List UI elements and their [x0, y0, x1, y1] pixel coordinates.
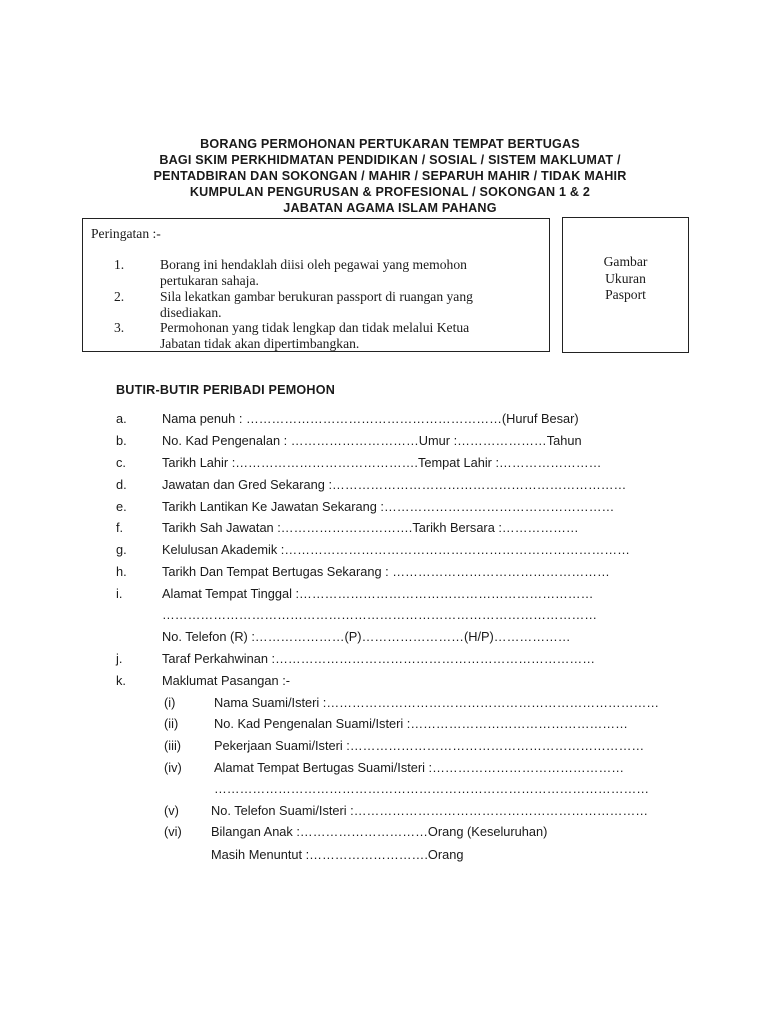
field-text: Tarikh Dan Tempat Bertugas Sekarang : ……………………………………………	[162, 564, 610, 579]
field-text: Alamat Tempat Tinggal :……………………………………………………………	[162, 586, 594, 601]
title-line-2: BAGI SKIM PERKHIDMATAN PENDIDIKAN / SOSIAL / SISTEM MAKLUMAT /	[159, 153, 621, 167]
warning-item-line: disediakan.	[160, 304, 222, 320]
warning-item-number: 3.	[114, 320, 125, 335]
field-letter: e.	[116, 499, 127, 514]
field-text: …………………………………………………………………………………………	[162, 607, 598, 622]
title-line-3: PENTADBIRAN DAN SOKONGAN / MAHIR / SEPARUH MAHIR / TIDAK MAHIR	[153, 169, 627, 183]
warning-heading: Peringatan :-	[91, 226, 161, 241]
field-letter: h.	[116, 564, 127, 579]
field-text: Tarikh Lahir :…………………………………….Tempat Lahir :……………………	[162, 455, 602, 470]
field-text: Jawatan dan Gred Sekarang :……………………………………………………………	[162, 477, 627, 492]
field-letter: i.	[116, 586, 123, 601]
field-subnumber: (vi)	[164, 824, 182, 839]
warning-item-text	[160, 257, 520, 288]
field-subnumber: (iv)	[164, 760, 182, 775]
field-text: Tarikh Lantikan Ke Jawatan Sekarang :………………………………………………	[162, 499, 615, 514]
warning-item-text	[160, 289, 520, 320]
photo-box-label: Ukuran	[605, 270, 646, 286]
form-title	[60, 136, 720, 216]
warning-item-line: Jabatan tidak akan dipertimbangkan.	[160, 335, 360, 351]
field-text: No. Telefon Suami/Isteri :……………………………………………………………	[211, 803, 649, 818]
field-letter: d.	[116, 477, 127, 492]
warning-item-line: Sila lekatkan gambar berukuran passport di ruangan yang	[160, 289, 473, 304]
field-letter: c.	[116, 455, 126, 470]
warning-box	[82, 218, 550, 352]
passport-photo-box	[562, 217, 689, 353]
title-line-1: BORANG PERMOHONAN PERTUKARAN TEMPAT BERTUGAS	[200, 137, 580, 151]
field-text: …………………………………………………………………………………………	[214, 781, 650, 796]
warning-item-text	[160, 320, 520, 351]
field-text: Taraf Perkahwinan :…………………………………………………………………	[162, 651, 596, 666]
field-text: Bilangan Anak :…………………………Orang (Keseluruhan)	[211, 824, 548, 839]
photo-box-label: Gambar	[603, 254, 648, 269]
warning-item-line: Borang ini hendaklah diisi oleh pegawai yang memohon	[160, 257, 467, 272]
field-letter: j.	[116, 651, 123, 666]
title-line-5: JABATAN AGAMA ISLAM PAHANG	[283, 201, 497, 215]
field-text: Alamat Tempat Bertugas Suami/Isteri :………………………………………	[214, 760, 625, 775]
field-letter: f.	[116, 520, 124, 535]
field-letter: g.	[116, 542, 127, 557]
field-text: Nama penuh : ……………………………………………………(Huruf Besar)	[162, 411, 579, 426]
title-line-4: KUMPULAN PENGURUSAN & PROFESIONAL / SOKONGAN 1 & 2	[189, 185, 591, 199]
field-text: Maklumat Pasangan :-	[162, 673, 291, 688]
section-heading: BUTIR-BUTIR PERIBADI PEMOHON	[116, 383, 335, 397]
field-letter: b.	[116, 433, 127, 448]
warning-item-number: 1.	[114, 257, 125, 272]
warning-item-number: 2.	[114, 289, 125, 304]
field-subnumber: (iii)	[164, 738, 182, 753]
field-text: Kelulusan Akademik :………………………………………………………………………	[162, 542, 630, 557]
warning-item-line: Permohonan yang tidak lengkap dan tidak melalui Ketua	[160, 320, 470, 335]
field-subnumber: (i)	[164, 695, 176, 710]
field-text: No. Telefon (R) :…………………(P)……………………(H/P)………………	[162, 629, 571, 644]
field-letter: a.	[116, 411, 127, 426]
warning-item-line: pertukaran sahaja.	[160, 272, 259, 288]
field-text: Nama Suami/Isteri :……………………………………………………………………	[214, 695, 660, 710]
photo-box-label: Pasport	[605, 287, 646, 302]
field-subnumber: (ii)	[164, 716, 179, 731]
field-text: Masih Menuntut :……………………….Orang	[211, 847, 464, 862]
field-text: No. Kad Pengenalan : …………………………Umur :…………………Tahun	[162, 433, 582, 448]
field-text: No. Kad Pengenalan Suami/Isteri :……………………………………………	[214, 716, 628, 731]
field-text: Tarikh Sah Jawatan :………………………….Tarikh Bersara :………………	[162, 520, 579, 535]
field-subnumber: (v)	[164, 803, 179, 818]
field-letter: k.	[116, 673, 126, 688]
field-text: Pekerjaan Suami/Isteri :……………………………………………………………	[214, 738, 645, 753]
